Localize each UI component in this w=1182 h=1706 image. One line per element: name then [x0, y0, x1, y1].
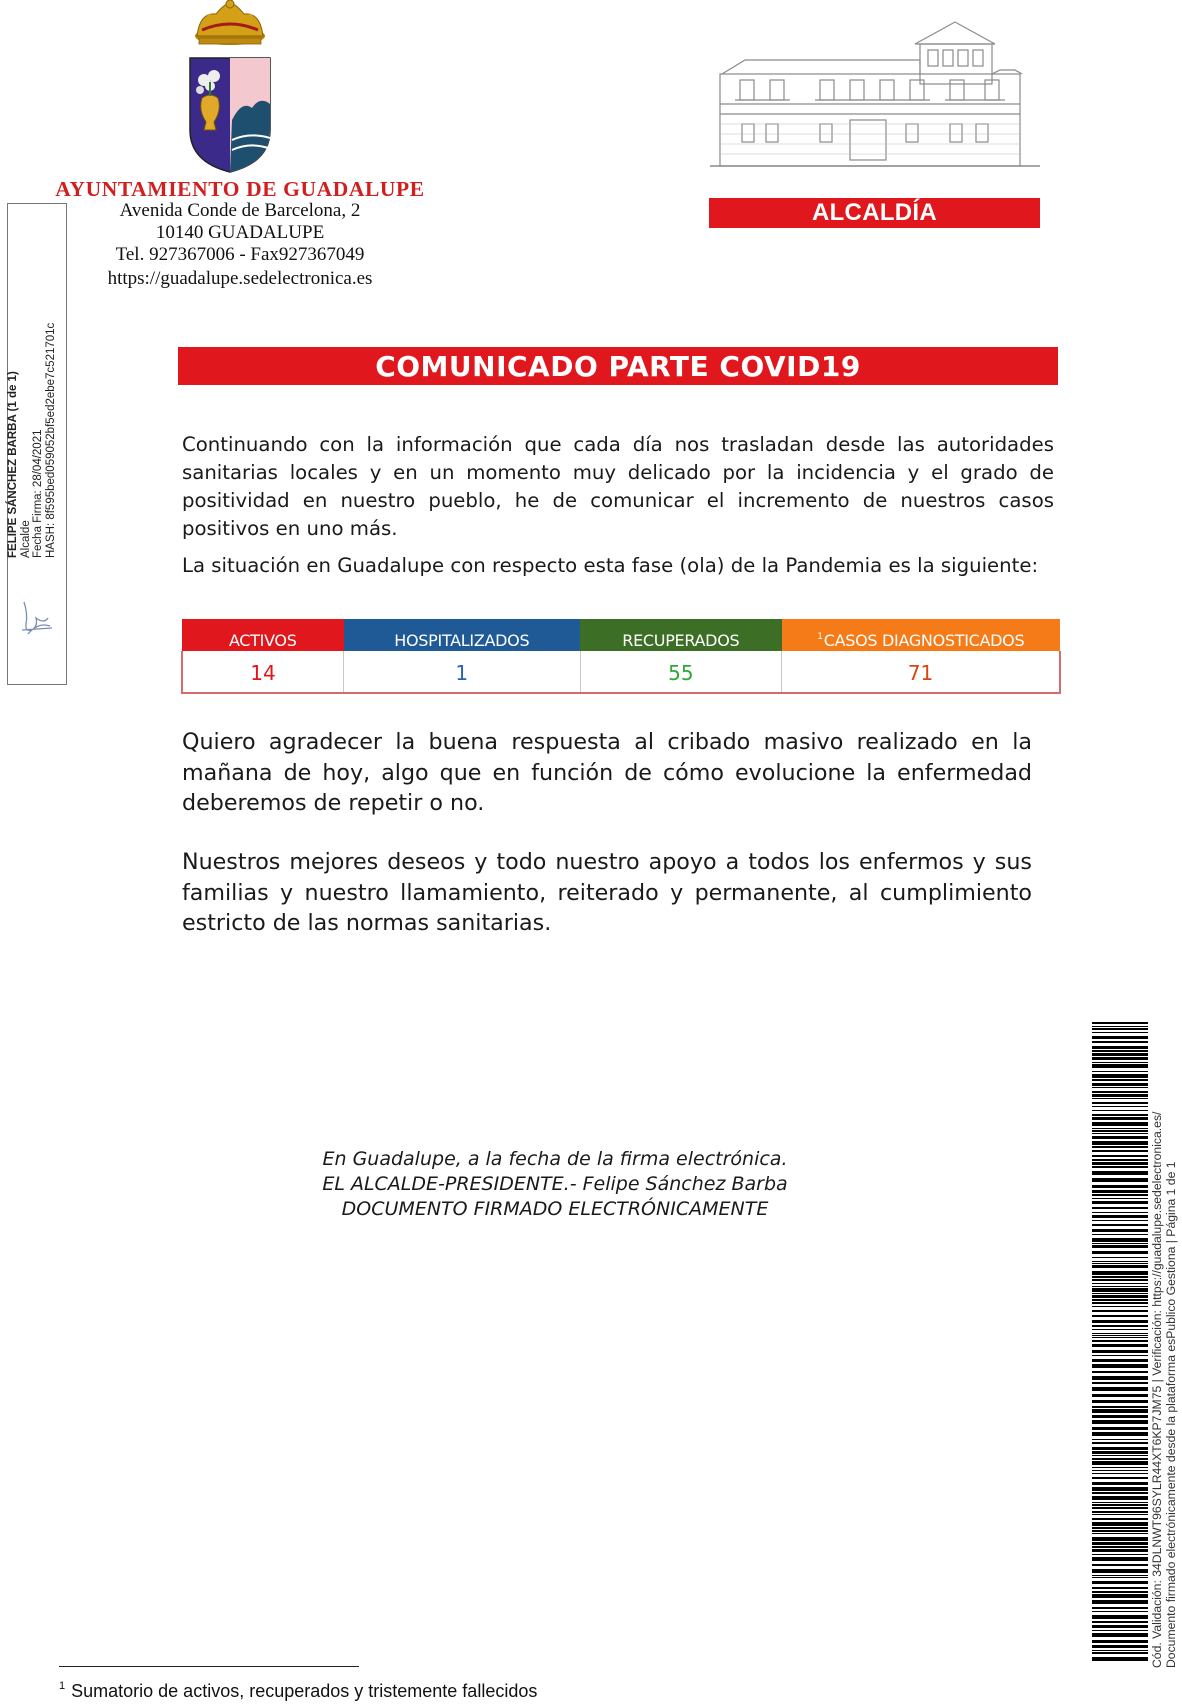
footnote-number: 1: [59, 1680, 66, 1692]
barcode-bar: [1092, 1302, 1148, 1304]
barcode-bar: [1092, 1091, 1148, 1093]
barcode-bar: [1092, 1329, 1148, 1330]
barcode-bar: [1092, 1364, 1148, 1368]
barcode-bar: [1092, 1333, 1148, 1334]
barcode-bar: [1092, 1022, 1148, 1024]
barcode-bar: [1092, 1117, 1148, 1120]
barcode-bar: [1092, 1569, 1148, 1573]
barcode-bar: [1092, 1473, 1148, 1474]
validation-barcode: [1092, 1022, 1148, 1666]
wishes-paragraph: Nuestros mejores deseos y todo nuestro apoyo a todos los enfermos y sus familias y nuestro llamamiento, reiterado y permanente, al cumplimiento estricto de las normas sanitarias.: [182, 849, 1032, 936]
barcode-bar: [1092, 1026, 1148, 1027]
address-postal: 10140 GUADALUPE: [155, 222, 325, 243]
barcode-bar: [1092, 1355, 1148, 1356]
barcode-bar: [1092, 1238, 1148, 1242]
barcode-bar: [1092, 1215, 1148, 1218]
barcode-bar: [1092, 1382, 1148, 1384]
barcode-bar: [1092, 1325, 1148, 1327]
address-website: https://guadalupe.sedelectronica.es: [107, 268, 373, 289]
barcode-bar: [1092, 1409, 1148, 1413]
barcode-bar: [1092, 1581, 1148, 1584]
barcode-bar: [1092, 1110, 1148, 1111]
barcode-bar: [1092, 1178, 1148, 1182]
barcode-bar: [1092, 1141, 1148, 1145]
barcode-bar: [1092, 1133, 1148, 1134]
barcode-bar: [1092, 1046, 1148, 1049]
barcode-bar: [1092, 1470, 1148, 1471]
barcode-bar: [1092, 1146, 1148, 1148]
barcode-bar: [1092, 1122, 1148, 1126]
barcode-bar: [1092, 1652, 1148, 1654]
barcode-bar: [1092, 1394, 1148, 1397]
barcode-bar: [1092, 1496, 1148, 1500]
value-casos-diagnosticados: 71: [782, 651, 1060, 693]
intro-paragraph: Continuando con la información que cada día nos trasladan desde las autoridades sanitarias locales y en un momento muy delicado por la incidencia y el grado de positividad en nuestro pueblo, he de comunicar el incremento de nuestros casos positivos en uno más.: [182, 433, 1054, 540]
barcode-bar: [1092, 1041, 1148, 1043]
barcode-bar: [1092, 1557, 1148, 1561]
barcode-bar: [1092, 1442, 1148, 1444]
header-hospitalizados: HOSPITALIZADOS: [344, 619, 581, 651]
stats-value-row: [182, 651, 1060, 693]
barcode-bar: [1092, 1530, 1148, 1532]
barcode-bar: [1092, 1150, 1148, 1152]
barcode-bar: [1092, 1128, 1148, 1129]
barcode-bar: [1092, 1607, 1148, 1609]
barcode-bar: [1092, 1224, 1148, 1226]
value-activos: 14: [182, 651, 344, 693]
barcode-bar: [1092, 1064, 1148, 1068]
closing-signatory: EL ALCALDE-PRESIDENTE.- Felipe Sánchez Barba: [322, 1173, 788, 1195]
barcode-bar: [1092, 1594, 1148, 1598]
barcode-bar: [1092, 1299, 1148, 1301]
barcode-bar: [1092, 1344, 1148, 1347]
barcode-bar: [1092, 1640, 1148, 1643]
barcode-bar: [1092, 1136, 1148, 1139]
barcode-bar: [1092, 1376, 1148, 1380]
barcode-bar: [1092, 1057, 1148, 1060]
footnote-rule: [59, 1666, 359, 1667]
barcode-bar: [1092, 1575, 1148, 1576]
barcode-bar: [1092, 1234, 1148, 1235]
barcode-bar: [1092, 1549, 1148, 1552]
validation-code: Cód. Validación: 34DLNWT96SYLR44XT6KP7JM75 | Verificación: https://guadalupe.sedelectronica.es/: [1150, 1111, 1164, 1668]
barcode-bar: [1092, 1098, 1148, 1099]
barcode-bar: [1092, 1337, 1148, 1338]
barcode-bar: [1092, 1102, 1148, 1104]
address-street: Avenida Conde de Barcelona, 2: [119, 200, 361, 221]
barcode-bar: [1092, 1477, 1148, 1479]
barcode-bar: [1092, 1340, 1148, 1342]
barcode-bar: [1092, 1591, 1148, 1593]
barcode-bar: [1092, 1455, 1148, 1456]
barcode-bar: [1092, 1522, 1148, 1526]
barcode-bar: [1092, 1533, 1148, 1534]
footnote-mark: 1: [817, 632, 823, 642]
barcode-bar: [1092, 1359, 1148, 1362]
barcode-bar: [1092, 1564, 1148, 1566]
barcode-bar: [1092, 1050, 1148, 1052]
barcode-bar: [1092, 1106, 1148, 1107]
barcode-bar: [1092, 1130, 1148, 1132]
value-hospitalizados: 1: [344, 651, 581, 693]
barcode-bar: [1092, 1415, 1148, 1418]
barcode-bar: [1092, 1320, 1148, 1323]
barcode-bar: [1092, 1171, 1148, 1175]
barcode-bar: [1092, 1467, 1148, 1468]
signature-date: Fecha Firma: 28/04/2021: [32, 429, 44, 558]
barcode-bar: [1092, 1400, 1148, 1403]
barcode-bar: [1092, 1185, 1148, 1188]
barcode-bar: [1092, 1279, 1148, 1281]
closing-place-date: En Guadalupe, a la fecha de la firma electrónica.: [322, 1148, 788, 1170]
barcode-bar: [1092, 1335, 1148, 1336]
barcode-bar: [1092, 1276, 1148, 1278]
barcode-bar: [1092, 1527, 1148, 1529]
barcode-bar: [1092, 1645, 1148, 1648]
value-recuperados: 55: [580, 651, 782, 693]
header-activos: ACTIVOS: [182, 619, 344, 651]
barcode-bar: [1092, 1406, 1148, 1408]
barcode-bar: [1092, 1114, 1148, 1116]
barcode-bar: [1092, 1482, 1148, 1485]
municipality-name: AYUNTAMIENTO DE GUADALUPE: [55, 177, 425, 201]
handwritten-signature: [18, 600, 56, 640]
barcode-bar: [1092, 1207, 1148, 1209]
thanks-paragraph: Quiero agradecer la buena respuesta al cribado masivo realizado en la mañana de hoy, algo que en función de cómo evolucione la enfermedad deberemos de repetir o no.: [182, 729, 1032, 816]
barcode-bar: [1092, 1511, 1148, 1513]
barcode-bar: [1092, 1447, 1148, 1450]
covid-stats-table: [181, 619, 1061, 694]
barcode-bar: [1092, 1261, 1148, 1262]
barcode-bar: [1092, 1162, 1148, 1165]
barcode-bar: [1092, 1229, 1148, 1232]
barcode-bar: [1092, 1420, 1148, 1424]
barcode-bar: [1092, 1198, 1148, 1199]
barcode-bar: [1092, 1251, 1148, 1254]
barcode-bar: [1092, 1201, 1148, 1204]
barcode-bar: [1092, 1514, 1148, 1515]
barcode-bar: [1092, 1271, 1148, 1275]
barcode-bar: [1092, 1542, 1148, 1545]
footnote: [59, 1680, 537, 1702]
barcode-bar: [1092, 1537, 1148, 1541]
signature-hash: HASH: 8f595bed059052bf5ed2ebe7c521701c: [44, 322, 57, 558]
validation-platform: Documento firmado electrónicamente desde la plataforma esPublico Gestiona | Página 1 de 1: [1163, 1161, 1178, 1668]
barcode-bar: [1092, 1507, 1148, 1509]
signer-role: Alcalde: [19, 520, 32, 558]
header-recuperados: RECUPERADOS: [580, 619, 782, 651]
barcode-bar: [1092, 1630, 1148, 1631]
barcode-bar: [1092, 1159, 1148, 1161]
barcode-bar: [1092, 1295, 1148, 1298]
header-casos-diagnosticados: $^1$CASOS DIAGNOSTICADOS: [782, 619, 1060, 651]
barcode-bar: [1092, 1071, 1148, 1072]
barcode-bar: [1092, 1243, 1148, 1244]
stats-header-row: [182, 619, 1060, 651]
address-phone: Tel. 927367006 - Fax927367049: [115, 244, 365, 265]
barcode-bar: [1092, 1079, 1148, 1081]
barcode-bar: [1092, 1487, 1148, 1491]
barcode-bar: [1092, 1554, 1148, 1555]
barcode-bar: [1092, 1600, 1148, 1604]
barcode-bar: [1092, 1166, 1148, 1168]
document-title: COMUNICADO PARTE COVID19: [178, 347, 1058, 385]
barcode-bar: [1092, 1087, 1148, 1088]
coat-of-arms-logo: [180, 0, 280, 176]
barcode-bar: [1092, 1546, 1148, 1548]
barcode-bar: [1092, 1265, 1148, 1268]
barcode-bar: [1092, 1062, 1148, 1063]
barcode-bar: [1092, 1633, 1148, 1637]
barcode-bar: [1092, 1432, 1148, 1436]
situation-paragraph: La situación en Guadalupe con respecto esta fase (ola) de la Pandemia es la siguiente:: [182, 554, 1039, 577]
barcode-bar: [1092, 1263, 1148, 1264]
barcode-bar: [1092, 1155, 1148, 1157]
barcode-bar: [1092, 1310, 1148, 1312]
barcode-bar: [1092, 1286, 1148, 1287]
closing-signed-note: DOCUMENTO FIRMADO ELECTRÓNICAMENTE: [341, 1198, 769, 1220]
barcode-bar: [1092, 1577, 1148, 1578]
signer-name: FELIPE SÁNCHEZ BARBA (1 de 1): [7, 371, 19, 558]
barcode-bar: [1092, 1458, 1148, 1460]
barcode-bar: [1092, 1212, 1148, 1213]
barcode-bar: [1092, 1350, 1148, 1353]
barcode-bar: [1092, 1451, 1148, 1454]
barcode-bar: [1092, 1502, 1148, 1503]
barcode-bar: [1092, 1083, 1148, 1086]
barcode-bar: [1092, 1518, 1148, 1520]
town-hall-building-illustration: [710, 14, 1040, 179]
barcode-bar: [1092, 1492, 1148, 1494]
barcode-bar: [1092, 1611, 1148, 1612]
barcode-bar: [1092, 1587, 1148, 1589]
barcode-bar: [1092, 1650, 1148, 1651]
barcode-bar: [1092, 1220, 1148, 1221]
barcode-bar: [1092, 1074, 1148, 1078]
barcode-bar: [1092, 1257, 1148, 1258]
barcode-bar: [1092, 1036, 1148, 1039]
barcode-bar: [1092, 1621, 1148, 1623]
barcode-bar: [1092, 1439, 1148, 1440]
barcode-bar: [1092, 1293, 1148, 1294]
department-banner: ALCALDÍA: [709, 198, 1040, 228]
barcode-bar: [1092, 1625, 1148, 1628]
barcode-bar: [1092, 1053, 1148, 1056]
barcode-bar: [1092, 1315, 1148, 1317]
barcode-bar: [1092, 1371, 1148, 1373]
barcode-bar: [1092, 1028, 1148, 1030]
barcode-bar: [1092, 1387, 1148, 1391]
barcode-bar: [1092, 1461, 1148, 1465]
footnote-text: Sumatorio de activos, recuperados y tristemente fallecidos: [71, 1681, 538, 1701]
barcode-bar: [1092, 1190, 1148, 1193]
validation-info: [1151, 1028, 1178, 1668]
barcode-bar: [1092, 1427, 1148, 1430]
barcode-bar: [1092, 1283, 1148, 1284]
signature-info: [7, 298, 57, 558]
barcode-bar: [1092, 1245, 1148, 1248]
barcode-bar: [1092, 1094, 1148, 1097]
barcode-bar: [1092, 1657, 1148, 1661]
barcode-bar: [1092, 1306, 1148, 1307]
barcode-bar: [1092, 1288, 1148, 1292]
barcode-bar: [1092, 1615, 1148, 1619]
barcode-bar: [1092, 1032, 1148, 1033]
barcode-bar: [1092, 1504, 1148, 1506]
barcode-bar: [1092, 1194, 1148, 1196]
